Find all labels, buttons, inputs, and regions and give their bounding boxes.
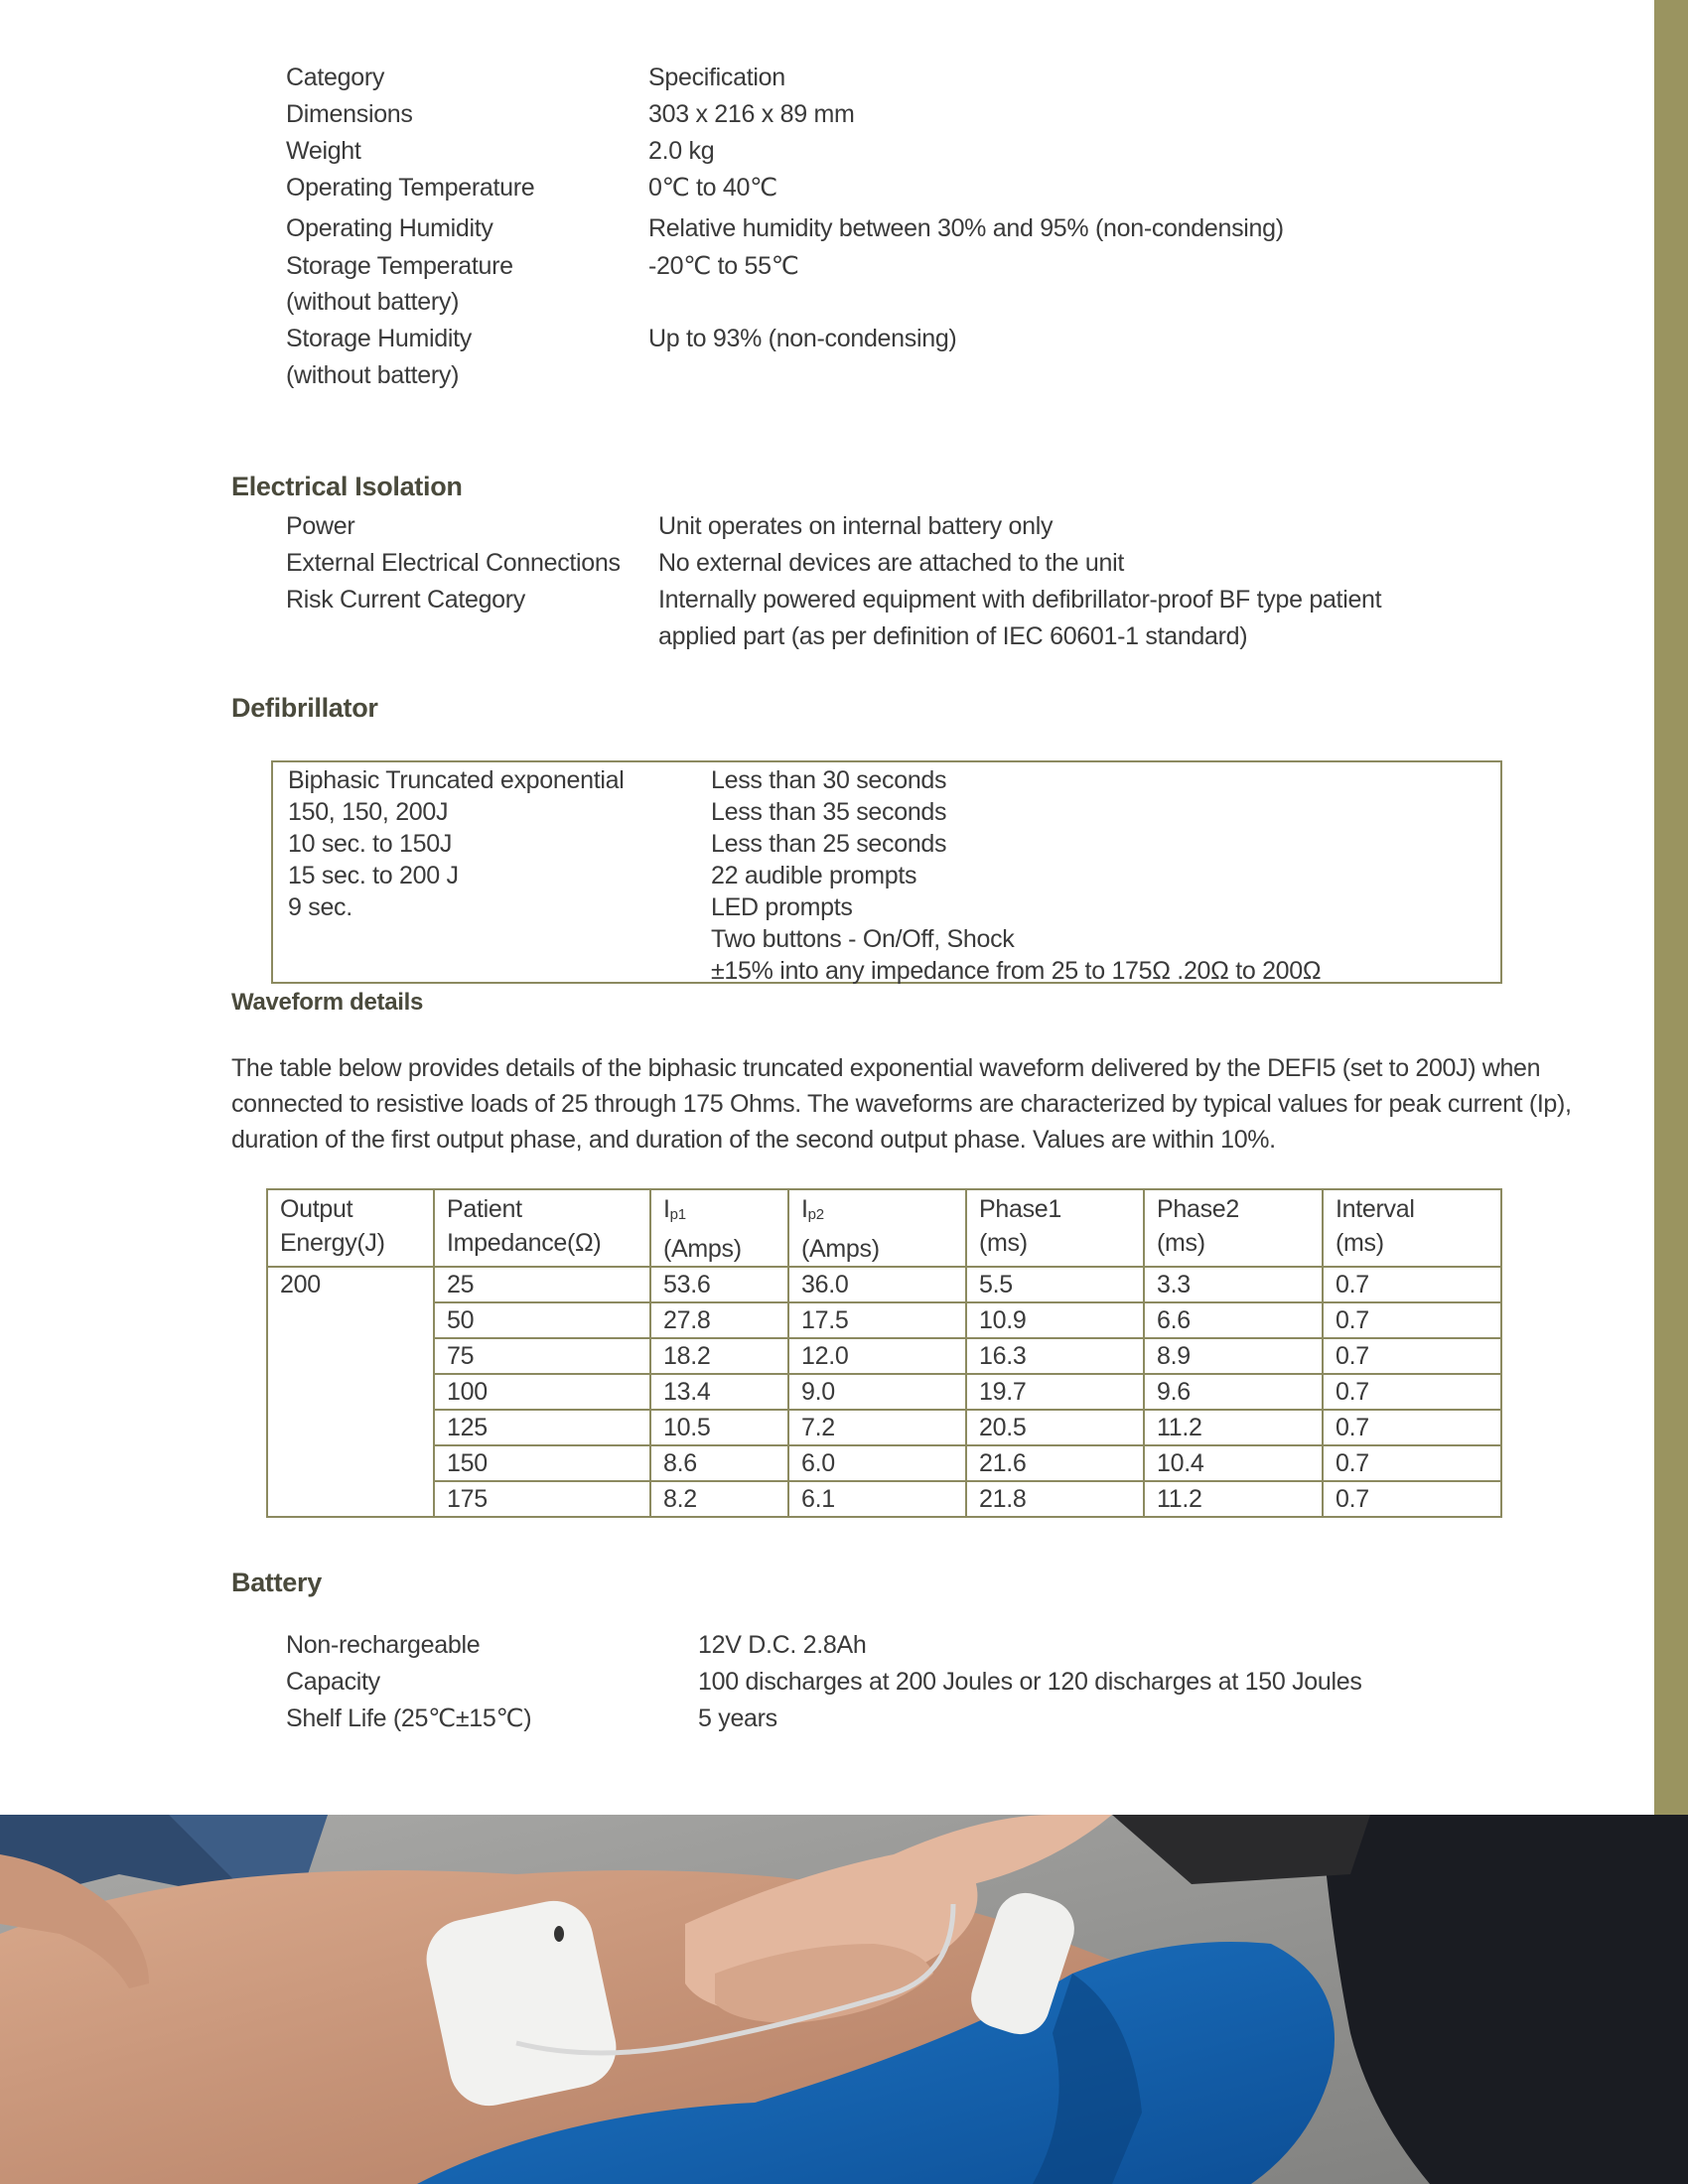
waveform-description: The table below provides details of the biphasic truncated exponential waveform delivered by the DEFI5 (set to 200J) when connected to resistive loads of 25 through 175 Ohms. The waveforms are characterized by typical values for peak current (Ip), duration of the first output phase, and duration of the second output phase. Values are within 10%.	[231, 1054, 1572, 1154]
def-left-line: 10 sec. to 150J	[288, 830, 453, 858]
header-cell: Phase1 (ms)	[966, 1189, 1144, 1267]
table-cell: 18.2	[650, 1338, 788, 1374]
def-right-line: Less than 35 seconds	[711, 798, 947, 826]
header-cell: Patient Impedance(Ω)	[434, 1189, 650, 1267]
def-left-line: 15 sec. to 200 J	[288, 862, 459, 889]
waveform-table	[266, 1188, 1502, 1518]
table-cell: 36.0	[788, 1267, 966, 1302]
table-cell: 10.4	[1144, 1445, 1323, 1481]
table-row	[267, 1374, 1501, 1410]
table-row	[267, 1302, 1501, 1338]
table-cell: 8.2	[650, 1481, 788, 1517]
spec-value: Relative humidity between 30% and 95% (non-condensing)	[648, 214, 1284, 242]
table-cell: 6.1	[788, 1481, 966, 1517]
spec-value: Up to 93% (non-condensing)	[648, 325, 957, 352]
section-heading-defibrillator: Defibrillator	[231, 693, 378, 723]
table-cell: 13.4	[650, 1374, 788, 1410]
section-heading-waveform: Waveform details	[231, 989, 424, 1016]
spec-value: Unit operates on internal battery only	[658, 512, 1054, 540]
table-cell: 17.5	[788, 1302, 966, 1338]
spec-label: Capacity	[286, 1668, 380, 1696]
spec-label: Category	[286, 64, 385, 91]
def-right-line: ±15% into any impedance from 25 to 175Ω .20Ω to 200Ω	[711, 957, 1322, 985]
def-left-line: Biphasic Truncated exponential	[288, 766, 625, 794]
def-right-line: Less than 25 seconds	[711, 830, 947, 858]
table-cell: 6.0	[788, 1445, 966, 1481]
table-cell: 75	[434, 1338, 650, 1374]
spec-label: Dimensions	[286, 100, 413, 128]
header-cell: Interval (ms)	[1323, 1189, 1501, 1267]
spec-value: 5 years	[698, 1705, 777, 1732]
table-cell: 25	[434, 1267, 650, 1302]
table-cell: 21.6	[966, 1445, 1144, 1481]
spec-value: -20℃ to 55℃	[648, 252, 799, 280]
def-right-line: 22 audible prompts	[711, 862, 917, 889]
table-cell: 50	[434, 1302, 650, 1338]
table-cell: 0.7	[1323, 1267, 1501, 1302]
def-right-line: Two buttons - On/Off, Shock	[711, 925, 1015, 953]
table-cell: 0.7	[1323, 1302, 1501, 1338]
spec-label: Storage Temperature	[286, 252, 513, 280]
table-cell: 20.5	[966, 1410, 1144, 1445]
spec-value: 303 x 216 x 89 mm	[648, 100, 855, 128]
table-cell: 11.2	[1144, 1481, 1323, 1517]
def-left-line: 150, 150, 200J	[288, 798, 449, 826]
table-cell: 100	[434, 1374, 650, 1410]
table-cell: 5.5	[966, 1267, 1144, 1302]
table-cell: 125	[434, 1410, 650, 1445]
table-cell: 21.8	[966, 1481, 1144, 1517]
table-cell: 53.6	[650, 1267, 788, 1302]
spec-label: Risk Current Category	[286, 586, 526, 614]
table-cell: 8.9	[1144, 1338, 1323, 1374]
spec-label: External Electrical Connections	[286, 549, 621, 577]
table-row	[267, 1481, 1501, 1517]
header-cell: Ip1 (Amps)	[650, 1189, 788, 1267]
table-cell: 6.6	[1144, 1302, 1323, 1338]
spec-label: Non-rechargeable	[286, 1631, 481, 1659]
header-cell: Ip2 (Amps)	[788, 1189, 966, 1267]
table-cell: 27.8	[650, 1302, 788, 1338]
spec-value: 2.0 kg	[648, 137, 715, 165]
spec-value-cont: applied part (as per definition of IEC 60601-1 standard)	[658, 622, 1248, 650]
table-row	[267, 1445, 1501, 1481]
spec-label: Shelf Life (25℃±15℃)	[286, 1705, 532, 1732]
spec-value: 0℃ to 40℃	[648, 174, 777, 202]
spec-label: Operating Humidity	[286, 214, 493, 242]
spec-value: 12V D.C. 2.8Ah	[698, 1631, 867, 1659]
table-cell: 0.7	[1323, 1481, 1501, 1517]
spec-value: No external devices are attached to the unit	[658, 549, 1125, 577]
table-cell: 16.3	[966, 1338, 1144, 1374]
table-row	[267, 1267, 1501, 1302]
spec-value: 100 discharges at 200 Joules or 120 discharges at 150 Joules	[698, 1668, 1362, 1696]
spec-label: Power	[286, 512, 355, 540]
table-cell: 175	[434, 1481, 650, 1517]
table-row	[267, 1338, 1501, 1374]
spec-label-sub: (without battery)	[286, 288, 460, 316]
cpr-photo	[0, 1815, 1688, 2184]
table-cell: 0.7	[1323, 1445, 1501, 1481]
table-cell: 3.3	[1144, 1267, 1323, 1302]
table-cell: 11.2	[1144, 1410, 1323, 1445]
def-right-line: Less than 30 seconds	[711, 766, 947, 794]
def-left-line: 9 sec.	[288, 893, 352, 921]
sidebar-accent-bar	[1654, 0, 1688, 1815]
spec-label: Weight	[286, 137, 361, 165]
defibrillator-left-column	[288, 764, 624, 923]
table-header-row	[267, 1189, 1501, 1267]
spec-value: Specification	[648, 64, 785, 91]
spec-label-sub: (without battery)	[286, 361, 460, 389]
header-cell: Output Energy(J)	[267, 1189, 434, 1267]
table-cell: 0.7	[1323, 1338, 1501, 1374]
table-cell: 0.7	[1323, 1374, 1501, 1410]
header-cell: Phase2 (ms)	[1144, 1189, 1323, 1267]
table-cell: 0.7	[1323, 1410, 1501, 1445]
table-cell: 150	[434, 1445, 650, 1481]
table-cell: 12.0	[788, 1338, 966, 1374]
defibrillator-spec-box	[271, 760, 1502, 984]
table-cell: 10.9	[966, 1302, 1144, 1338]
table-cell: 10.5	[650, 1410, 788, 1445]
table-cell: 19.7	[966, 1374, 1144, 1410]
section-heading-battery: Battery	[231, 1568, 322, 1597]
spec-label: Storage Humidity	[286, 325, 472, 352]
def-right-line: LED prompts	[711, 893, 853, 921]
spec-label: Operating Temperature	[286, 174, 535, 202]
table-cell: 9.6	[1144, 1374, 1323, 1410]
cpr-illustration	[0, 1815, 1688, 2184]
section-heading-electrical: Electrical Isolation	[231, 472, 463, 501]
energy-cell: 200	[267, 1267, 434, 1517]
table-cell: 9.0	[788, 1374, 966, 1410]
table-cell: 7.2	[788, 1410, 966, 1445]
table-cell: 8.6	[650, 1445, 788, 1481]
defibrillator-right-column	[711, 764, 1321, 987]
table-row	[267, 1410, 1501, 1445]
spec-value: Internally powered equipment with defibrillator-proof BF type patient	[658, 586, 1382, 614]
